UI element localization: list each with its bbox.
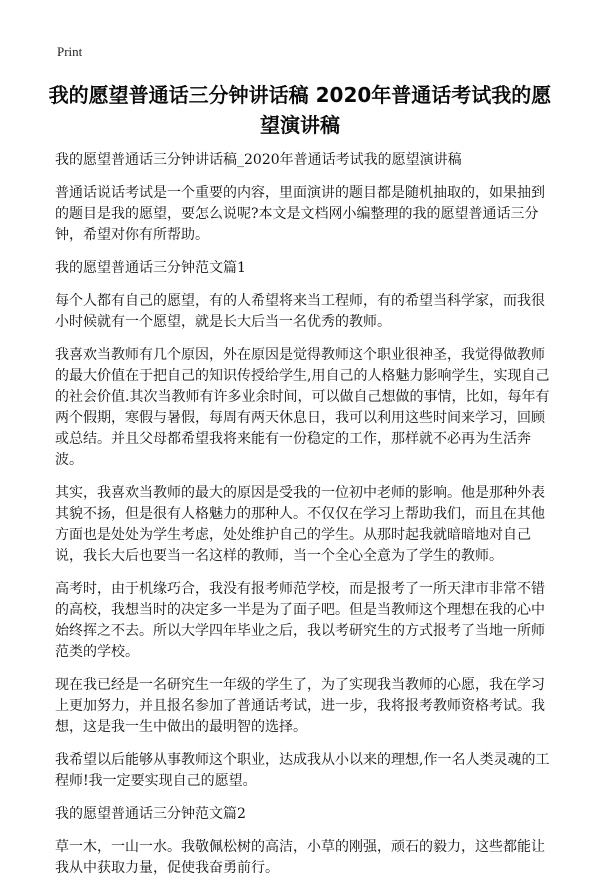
paragraph: 高考时，由于机缘巧合，我没有报考师范学校，而是报考了一所天津市非常不错的高校，我想当时的决定多一半是为了面子吧。但是当教师这个理想在我的心中始终挥之不去。所以大学四年毕业之后，我以考研究生的方式报考了当地一所师范类的学校。: [55, 581, 545, 660]
print-link[interactable]: Print: [57, 44, 83, 59]
paragraph: 我喜欢当教师有几个原因，外在原因是觉得教师这个职业很神圣，我觉得做教师的最大价值在于把自己的知识传授给学生,用自己的人格魅力影响学生，实现自己的社会价值.其次当教师有许多业余时间，可以做自己想做的事情，比如，每年有两个假期，寒假与暑假，每周有两天休息日，我可以利用这些时间来学习，回顾或总结。并且父母都希望我将来能有一份稳定的工作，那样就不必再为生活奔波。: [55, 347, 550, 468]
intro-paragraph: 普通话说话考试是一个重要的内容，里面演讲的题目都是随机抽取的，如果抽到的题目是我的愿望，要怎么说呢?本文是文档网小编整理的我的愿望普通话三分钟，希望对你有所帮助。: [55, 185, 545, 243]
paragraph: 我希望以后能够从事教师这个职业，达成我从小以来的理想,作一名人类灵魂的工程师!我一定要实现自己的愿望。: [55, 752, 550, 789]
paragraph: 其实，我喜欢当教师的最大的原因是受我的一位初中老师的影响。他是那种外表其貌不扬，但是很有人格魅力的那种人。不仅仅在学习上帮助我们，而且在其他方面也是处处为学生考虑，处处维护自己的学生。从那时起我就暗暗地对自己说，我长大后也要当一名这样的教师，当一个全心全意为了学生的教师。: [55, 485, 545, 564]
document-body: [55, 150, 555, 891]
section-heading: 我的愿望普通话三分钟范文篇1: [55, 260, 246, 276]
paragraph: 草一木，一山一水。我敬佩松树的高洁，小草的刚强，顽石的毅力，这些都能让我从中获取力量，促使我奋勇前行。: [55, 839, 545, 876]
document-subtitle: 我的愿望普通话三分钟讲话稿_2020年普通话考试我的愿望演讲稿: [55, 152, 462, 168]
paragraph: 现在我已经是一名研究生一年级的学生了，为了实现我当教师的心愿，我在学习上更加努力，并且报名参加了普通话考试，进一步，我将报考教师资格考试。我想，这是我一生中做出的最明智的选择。: [55, 677, 545, 735]
document-title: 我的愿望普通话三分钟讲话稿 2020年普通话考试我的愿望演讲稿: [48, 83, 552, 137]
section-heading: 我的愿望普通话三分钟范文篇2: [55, 806, 246, 822]
paragraph: 每个人都有自己的愿望，有的人希望将来当工程师，有的希望当科学家，而我很小时候就有一个愿望，就是长大后当一名优秀的教师。: [55, 293, 545, 330]
